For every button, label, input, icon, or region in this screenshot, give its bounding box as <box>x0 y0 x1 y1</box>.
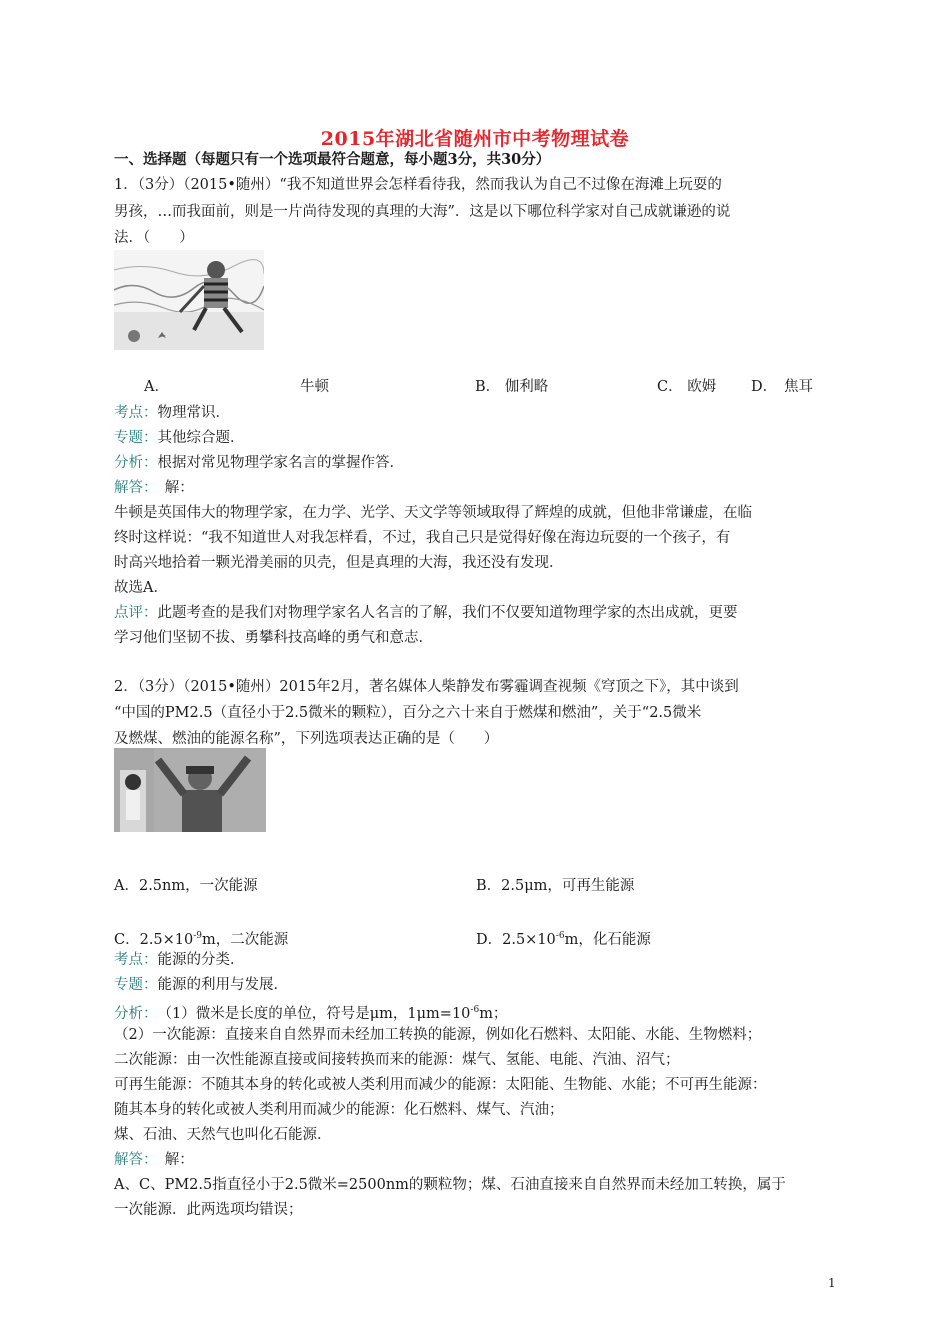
q1-option-d-text: 焦耳 <box>784 379 813 395</box>
q1-option-a-text: 牛顿 <box>300 379 329 395</box>
q1-kaodian: 考点：物理常识． <box>114 405 230 421</box>
q1-option-c: C． 欧姆 <box>657 379 717 395</box>
q2-analysis-line-4: 随其本身的转化或被人类利用而减少的能源：化石燃料、煤气、汽油； <box>114 1102 564 1118</box>
q1-option-a-letter: A． <box>144 379 169 395</box>
q2-fenxi: 分析： （1）微米是长度的单位，符号是μm，$1\mu m=10^{-6}m$； <box>114 1005 508 1022</box>
q1-option-b: B． 伽利略 <box>475 379 549 395</box>
q2-line-2: “中国的PM2.5（直径小于2.5微米的颗粒），百分之六十来自于燃煤和燃油”，关于“2.5微米 <box>114 705 702 721</box>
q2-video-still-image <box>114 748 266 832</box>
q2-line-1: 2．（3分）（2015•随州）2015年2月，著名媒体人柴静发布雾霾调查视频《穹顶之下》，其中谈到 <box>114 679 739 695</box>
q1-answer-line-2: 终时这样说：“我不知道世人对我怎样看，不过，我自己只是觉得好像在海边玩耍的一个孩子，有 <box>114 530 731 546</box>
q1-answer-line-4: 故选A． <box>114 580 168 596</box>
exam-title: 2015年湖北省随州市中考物理试卷 <box>320 128 630 150</box>
q1-line-1: 1．（3分）（2015•随州）“我不知道世界会怎样看待我，然而我认为自己不过像在海滩上玩耍的 <box>114 177 722 193</box>
q2-analysis-line-3: 可再生能源：不随其本身的转化或被人类利用而减少的能源：太阳能、生物能、水能；不可再生能源： <box>114 1077 767 1093</box>
q2-option-a: A．2.5nm，一次能源 <box>114 878 258 894</box>
q1-dianping: 点评：此题考查的是我们对物理学家名人名言的了解，我们不仅要知道物理学家的杰出成就，更要 <box>114 605 738 621</box>
page-number: 1 <box>828 1276 836 1290</box>
q1-zhuanti: 专题：其他综合题． <box>114 430 245 446</box>
q1-fenxi: 分析：根据对常见物理学家名言的掌握作答． <box>114 455 404 471</box>
q1-option-d-letter: D． <box>751 379 778 395</box>
q2-option-b: B．2.5μm，可再生能源 <box>476 878 635 894</box>
q1-line-3: 法．（ ） <box>114 230 194 246</box>
q1-answer-line-3: 时高兴地拾着一颗光滑美丽的贝壳，但是真理的大海，我还没有发现． <box>114 555 564 571</box>
q2-analysis-line-1: （2）一次能源：直接来自自然界而未经加工转换的能源，例如化石燃料、太阳能、水能、生物燃料； <box>114 1027 762 1043</box>
q2-answer-line-2: 一次能源．此两选项均错误； <box>114 1202 303 1218</box>
q2-analysis-line-5: 煤、石油、天然气也叫化石能源． <box>114 1127 332 1143</box>
q1-jieda: 解答： 解： <box>114 480 194 496</box>
q1-dianping-line-2: 学习他们坚韧不拔、勇攀科技高峰的勇气和意志． <box>114 630 433 646</box>
q1-boy-on-beach-image <box>114 250 264 350</box>
q2-jieda: 解答： 解： <box>114 1152 194 1168</box>
q2-analysis-line-2: 二次能源：由一次性能源直接或间接转换而来的能源：煤气、氢能、电能、汽油、沼气； <box>114 1052 680 1068</box>
q1-answer-line-1: 牛顿是英国伟大的物理学家，在力学、光学、天文学等领域取得了辉煌的成就，但他非常谦虚，在临 <box>114 505 752 521</box>
q2-line-3: 及燃煤、燃油的能源名称”，下列选项表达正确的是（ ） <box>114 731 499 747</box>
q2-option-d: D．$2.5\times 10^{-6}m$，化石能源 <box>476 931 651 948</box>
section-heading: 一、选择题（每题只有一个选项最符合题意，每小题3分，共30分） <box>114 151 551 168</box>
q2-zhuanti: 专题：能源的利用与发展． <box>114 977 288 993</box>
q2-kaodian: 考点：能源的分类． <box>114 952 245 968</box>
q2-answer-line-1: A、C、PM2.5指直径小于2.5微米=2500nm的颗粒物；煤、石油直接来自自然界而未经加工转换，属于 <box>114 1177 786 1193</box>
q2-option-c: C．$2.5\times 10^{-9}m$，二次能源 <box>114 931 289 948</box>
q1-line-2: 男孩，…而我面前，则是一片尚待发现的真理的大海”．这是以下哪位科学家对自己成就谦逊的说 <box>114 204 731 220</box>
